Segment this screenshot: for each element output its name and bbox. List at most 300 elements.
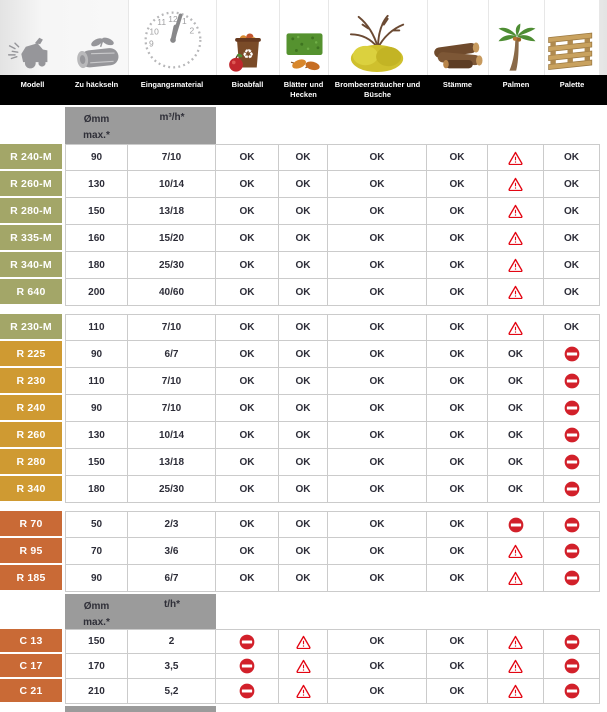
ok-label: OK	[449, 572, 465, 584]
status-cell-brombeerstraeucher	[328, 565, 427, 592]
status-cell-staemme	[427, 225, 488, 252]
prohibited-icon	[239, 634, 255, 650]
ok-label: OK	[449, 456, 465, 468]
status-cell-blaetter-hecken	[279, 511, 328, 538]
ok-label: OK	[449, 429, 465, 441]
diameter-cell: 130	[65, 422, 128, 449]
ok-label: OK	[369, 483, 385, 495]
bush-icon	[328, 0, 427, 75]
warning-icon	[508, 231, 523, 245]
model-label: R 335-M	[0, 225, 65, 252]
svg-text:11: 11	[156, 16, 166, 27]
throughput-cell: 25/30	[128, 252, 216, 279]
table-row	[0, 314, 607, 341]
table-row	[0, 368, 607, 395]
ok-label: OK	[295, 429, 311, 441]
ok-label: OK	[449, 375, 465, 387]
status-cell-palmen	[488, 171, 544, 198]
ok-label: OK	[239, 286, 255, 298]
model-label: R 240	[0, 395, 65, 422]
status-cell-palmen	[488, 511, 544, 538]
status-cell-bioabfall	[216, 171, 279, 198]
pallet-icon	[544, 0, 600, 75]
table-row	[0, 654, 607, 679]
ok-label: OK	[369, 685, 385, 697]
ok-label: OK	[239, 232, 255, 244]
status-cell-bioabfall	[216, 144, 279, 171]
status-cell-blaetter-hecken	[279, 679, 328, 704]
ok-label: OK	[564, 205, 579, 217]
diameter-cell: 150	[65, 198, 128, 225]
ok-label: OK	[564, 286, 579, 298]
prohibited-icon	[564, 683, 580, 699]
status-cell-palmen	[488, 252, 544, 279]
status-cell-staemme	[427, 279, 488, 306]
ok-label: OK	[295, 232, 311, 244]
warning-icon	[508, 635, 523, 649]
warning-icon	[508, 258, 523, 272]
model-label: R 225	[0, 341, 65, 368]
throughput-cell: 40/60	[128, 279, 216, 306]
diameter-unit-label	[65, 594, 128, 630]
diameter-cell: 110	[65, 368, 128, 395]
status-cell-bioabfall	[216, 395, 279, 422]
ok-label: OK	[239, 429, 255, 441]
diameter-cell: 110	[65, 314, 128, 341]
status-cell-palmen	[488, 449, 544, 476]
ok-label: OK	[369, 456, 385, 468]
prohibited-icon	[564, 543, 580, 559]
status-cell-staemme	[427, 565, 488, 592]
warning-icon	[508, 204, 523, 218]
next-section-subheader-box	[65, 706, 216, 712]
status-cell-palmen	[488, 198, 544, 225]
status-cell-blaetter-hecken	[279, 395, 328, 422]
ok-label: OK	[369, 152, 385, 163]
status-cell-palette	[544, 198, 600, 225]
status-cell-bioabfall	[216, 198, 279, 225]
status-cell-staemme	[427, 449, 488, 476]
diameter-cell: 90	[65, 341, 128, 368]
throughput-cell: 5,2	[128, 679, 216, 704]
status-cell-bioabfall	[216, 368, 279, 395]
diameter-cell: 170	[65, 654, 128, 679]
status-cell-palette	[544, 654, 600, 679]
warning-icon	[508, 659, 523, 673]
status-cell-bioabfall	[216, 252, 279, 279]
ok-label: OK	[564, 152, 579, 163]
status-cell-brombeerstraeucher	[328, 368, 427, 395]
ok-label: OK	[239, 545, 255, 557]
column-header-palette: Palette	[559, 80, 585, 89]
warning-icon	[508, 151, 523, 165]
warning-icon	[508, 285, 523, 299]
status-cell-blaetter-hecken	[279, 449, 328, 476]
throughput-cell: 2/3	[128, 511, 216, 538]
table-row	[0, 171, 607, 198]
ok-label: OK	[295, 205, 311, 217]
status-cell-blaetter-hecken	[279, 476, 328, 503]
diameter-cell: 180	[65, 476, 128, 503]
status-cell-blaetter-hecken	[279, 654, 328, 679]
status-cell-palette	[544, 341, 600, 368]
status-cell-palette	[544, 395, 600, 422]
ok-label: OK	[295, 519, 311, 530]
model-label: R 640	[0, 279, 65, 306]
ok-label: OK	[239, 178, 255, 190]
status-cell-palmen	[488, 538, 544, 565]
column-header-palmen: Palmen	[502, 80, 530, 89]
model-label: R 260	[0, 422, 65, 449]
status-cell-blaetter-hecken	[279, 252, 328, 279]
column-header-zu-haeckseln: Zu häckseln	[74, 80, 119, 89]
ok-label: OK	[239, 348, 255, 360]
table-row	[0, 476, 607, 503]
status-cell-staemme	[427, 538, 488, 565]
status-cell-blaetter-hecken	[279, 198, 328, 225]
ok-label: OK	[295, 152, 311, 163]
ok-label: OK	[295, 572, 311, 584]
status-cell-palmen	[488, 654, 544, 679]
status-cell-staemme	[427, 476, 488, 503]
status-cell-staemme	[427, 679, 488, 704]
ok-label: OK	[369, 348, 385, 360]
unit-line: Ømm	[83, 114, 110, 125]
ok-label: OK	[295, 402, 311, 414]
status-cell-staemme	[427, 171, 488, 198]
warning-icon	[508, 321, 523, 335]
prohibited-icon	[564, 570, 580, 586]
ok-label: OK	[449, 178, 465, 190]
prohibited-icon	[564, 634, 580, 650]
ok-label: OK	[239, 259, 255, 271]
column-header-modell: Modell	[20, 80, 45, 89]
ok-label: OK	[295, 545, 311, 557]
ok-label: OK	[239, 402, 255, 414]
diameter-cell: 70	[65, 538, 128, 565]
warning-icon	[296, 635, 311, 649]
status-cell-blaetter-hecken	[279, 314, 328, 341]
ok-label: OK	[295, 178, 311, 190]
diameter-cell: 90	[65, 565, 128, 592]
ok-label: OK	[369, 232, 385, 244]
status-cell-blaetter-hecken	[279, 225, 328, 252]
svg-text:1: 1	[181, 15, 187, 26]
column-icons-row	[0, 0, 607, 75]
table-row	[0, 144, 607, 171]
ok-label: OK	[369, 572, 385, 584]
biowaste-icon	[216, 0, 279, 75]
ok-label: OK	[508, 402, 523, 414]
status-cell-palmen	[488, 144, 544, 171]
table-row	[0, 198, 607, 225]
warning-icon	[296, 659, 311, 673]
model-label: R 185	[0, 565, 65, 592]
ok-label: OK	[239, 375, 255, 387]
status-cell-brombeerstraeucher	[328, 314, 427, 341]
unit-line: max.*	[83, 129, 110, 141]
status-cell-blaetter-hecken	[279, 629, 328, 654]
status-cell-palette	[544, 225, 600, 252]
throughput-cell: 10/14	[128, 422, 216, 449]
svg-text:10: 10	[148, 26, 159, 37]
logs-icon	[427, 0, 488, 75]
status-cell-bioabfall	[216, 629, 279, 654]
next-section-subheader-partial	[0, 706, 607, 712]
status-cell-bioabfall	[216, 314, 279, 341]
ok-label: OK	[508, 483, 523, 495]
column-header-bioabfall: Bioabfall	[231, 80, 264, 89]
status-cell-palette	[544, 511, 600, 538]
ok-label: OK	[508, 348, 523, 360]
table-row	[0, 225, 607, 252]
diameter-cell: 90	[65, 395, 128, 422]
table-row	[0, 565, 607, 592]
model-label: C 21	[0, 679, 65, 704]
table-header-band	[0, 75, 607, 105]
ok-label: OK	[369, 429, 385, 441]
prohibited-icon	[564, 658, 580, 674]
table-row	[0, 538, 607, 565]
ok-label: OK	[369, 402, 385, 414]
table-row	[0, 395, 607, 422]
ok-label: OK	[449, 402, 465, 414]
status-cell-palmen	[488, 565, 544, 592]
palm-icon	[488, 0, 544, 75]
svg-text:2: 2	[188, 25, 194, 36]
status-cell-staemme	[427, 252, 488, 279]
ok-label: OK	[369, 259, 385, 271]
status-cell-bioabfall	[216, 449, 279, 476]
diameter-cell: 150	[65, 629, 128, 654]
status-cell-brombeerstraeucher	[328, 511, 427, 538]
ok-label: OK	[369, 545, 385, 557]
units-subheader	[0, 594, 607, 629]
throughput-unit-label: t/h*	[163, 599, 181, 610]
throughput-cell: 13/18	[128, 198, 216, 225]
ok-label: OK	[239, 456, 255, 468]
status-cell-bioabfall	[216, 654, 279, 679]
status-cell-bioabfall	[216, 679, 279, 704]
status-cell-brombeerstraeucher	[328, 171, 427, 198]
ok-label: OK	[564, 232, 579, 244]
ok-label: OK	[449, 519, 465, 530]
model-label: R 70	[0, 511, 65, 538]
throughput-cell: 3/6	[128, 538, 216, 565]
ok-label: OK	[369, 375, 385, 387]
status-cell-bioabfall	[216, 422, 279, 449]
status-cell-palmen	[488, 476, 544, 503]
ok-label: OK	[295, 348, 311, 360]
status-cell-palmen	[488, 314, 544, 341]
ok-label: OK	[449, 286, 465, 298]
throughput-unit-label: m³/h*	[159, 112, 185, 123]
throughput-cell: 6/7	[128, 341, 216, 368]
ok-label: OK	[369, 519, 385, 530]
status-cell-brombeerstraeucher	[328, 476, 427, 503]
diameter-cell: 210	[65, 679, 128, 704]
throughput-cell: 15/20	[128, 225, 216, 252]
hedge-leaves-icon	[279, 0, 328, 75]
status-cell-bioabfall	[216, 538, 279, 565]
status-cell-palmen	[488, 395, 544, 422]
status-cell-staemme	[427, 314, 488, 341]
model-label: R 230-M	[0, 314, 65, 341]
ok-label: OK	[239, 519, 255, 530]
status-cell-bioabfall	[216, 279, 279, 306]
diameter-cell: 150	[65, 449, 128, 476]
status-cell-palmen	[488, 422, 544, 449]
status-cell-palette	[544, 476, 600, 503]
status-cell-brombeerstraeucher	[328, 654, 427, 679]
ok-label: OK	[369, 660, 385, 672]
column-header-staemme: Stämme	[442, 80, 473, 89]
status-cell-brombeerstraeucher	[328, 422, 427, 449]
ok-label: OK	[449, 259, 465, 271]
status-cell-brombeerstraeucher	[328, 538, 427, 565]
throughput-cell: 13/18	[128, 449, 216, 476]
diameter-cell: 50	[65, 511, 128, 538]
column-header-brombeerstraeucher: Brombeersträucher und Büsche	[334, 80, 421, 99]
prohibited-icon	[239, 658, 255, 674]
status-cell-palmen	[488, 225, 544, 252]
warning-icon	[508, 544, 523, 558]
ok-label: OK	[239, 572, 255, 584]
throughput-cell: 6/7	[128, 565, 216, 592]
ok-label: OK	[449, 232, 465, 244]
status-cell-palmen	[488, 341, 544, 368]
ok-label: OK	[449, 660, 465, 672]
group-gap	[0, 503, 607, 511]
table-row	[0, 252, 607, 279]
status-cell-staemme	[427, 629, 488, 654]
table-row	[0, 279, 607, 306]
status-cell-staemme	[427, 511, 488, 538]
status-cell-staemme	[427, 395, 488, 422]
ok-label: OK	[369, 178, 385, 190]
warning-icon	[508, 177, 523, 191]
status-cell-palette	[544, 252, 600, 279]
status-cell-blaetter-hecken	[279, 538, 328, 565]
status-cell-brombeerstraeucher	[328, 144, 427, 171]
ok-label: OK	[239, 483, 255, 495]
ok-label: OK	[564, 259, 579, 271]
status-cell-bioabfall	[216, 341, 279, 368]
prohibited-icon	[564, 346, 580, 362]
ok-label: OK	[449, 205, 465, 217]
ok-label: OK	[295, 375, 311, 387]
diameter-cell: 200	[65, 279, 128, 306]
table-row	[0, 422, 607, 449]
throughput-cell: 2	[128, 629, 216, 654]
status-cell-brombeerstraeucher	[328, 449, 427, 476]
status-cell-staemme	[427, 198, 488, 225]
status-cell-brombeerstraeucher	[328, 198, 427, 225]
unit-line: max.*	[83, 616, 110, 628]
ok-label: OK	[369, 205, 385, 217]
status-cell-blaetter-hecken	[279, 368, 328, 395]
status-cell-palette	[544, 279, 600, 306]
units-subheader	[0, 107, 607, 144]
model-label: R 280	[0, 449, 65, 476]
model-label: R 240-M	[0, 144, 65, 171]
status-cell-brombeerstraeucher	[328, 679, 427, 704]
warning-icon	[508, 571, 523, 585]
ok-label: OK	[295, 286, 311, 298]
table-row	[0, 511, 607, 538]
throughput-cell: 10/14	[128, 171, 216, 198]
log-icon	[65, 0, 128, 75]
status-cell-blaetter-hecken	[279, 422, 328, 449]
status-cell-palette	[544, 171, 600, 198]
diameter-cell: 130	[65, 171, 128, 198]
table-row	[0, 679, 607, 704]
table-row	[0, 449, 607, 476]
ok-label: OK	[564, 322, 579, 333]
ok-label: OK	[449, 152, 465, 163]
diameter-cell: 180	[65, 252, 128, 279]
svg-text:9: 9	[148, 38, 154, 49]
status-cell-palette	[544, 422, 600, 449]
status-cell-palmen	[488, 629, 544, 654]
status-cell-bioabfall	[216, 511, 279, 538]
status-cell-blaetter-hecken	[279, 144, 328, 171]
model-label: R 230	[0, 368, 65, 395]
throughput-cell: 7/10	[128, 144, 216, 171]
status-cell-staemme	[427, 341, 488, 368]
prohibited-icon	[239, 683, 255, 699]
chipper-icon	[0, 0, 65, 75]
unit-line: Ømm	[83, 601, 110, 612]
prohibited-icon	[508, 517, 524, 533]
status-cell-palette	[544, 538, 600, 565]
status-cell-brombeerstraeucher	[328, 225, 427, 252]
model-label: C 17	[0, 654, 65, 679]
prohibited-icon	[564, 373, 580, 389]
ok-label: OK	[239, 322, 255, 333]
ok-label: OK	[449, 636, 465, 647]
status-cell-blaetter-hecken	[279, 279, 328, 306]
column-header-blaetter-hecken: Blätter und Hecken	[283, 80, 324, 99]
ok-label: OK	[449, 685, 465, 697]
diameter-cell: 90	[65, 144, 128, 171]
throughput-cell: 7/10	[128, 314, 216, 341]
ok-label: OK	[369, 636, 385, 647]
model-label: R 260-M	[0, 171, 65, 198]
throughput-cell: 25/30	[128, 476, 216, 503]
status-cell-palette	[544, 314, 600, 341]
status-cell-staemme	[427, 144, 488, 171]
status-cell-blaetter-hecken	[279, 171, 328, 198]
ok-label: OK	[295, 483, 311, 495]
ok-label: OK	[295, 259, 311, 271]
prohibited-icon	[564, 454, 580, 470]
table-row	[0, 629, 607, 654]
status-cell-bioabfall	[216, 565, 279, 592]
ok-label: OK	[508, 456, 523, 468]
status-cell-palette	[544, 144, 600, 171]
table-body	[0, 107, 607, 712]
status-cell-staemme	[427, 422, 488, 449]
status-cell-palette	[544, 679, 600, 704]
ok-label: OK	[369, 286, 385, 298]
throughput-cell: 7/10	[128, 395, 216, 422]
ok-label: OK	[295, 322, 311, 333]
status-cell-brombeerstraeucher	[328, 395, 427, 422]
status-cell-palmen	[488, 279, 544, 306]
status-cell-brombeerstraeucher	[328, 279, 427, 306]
status-cell-palette	[544, 368, 600, 395]
